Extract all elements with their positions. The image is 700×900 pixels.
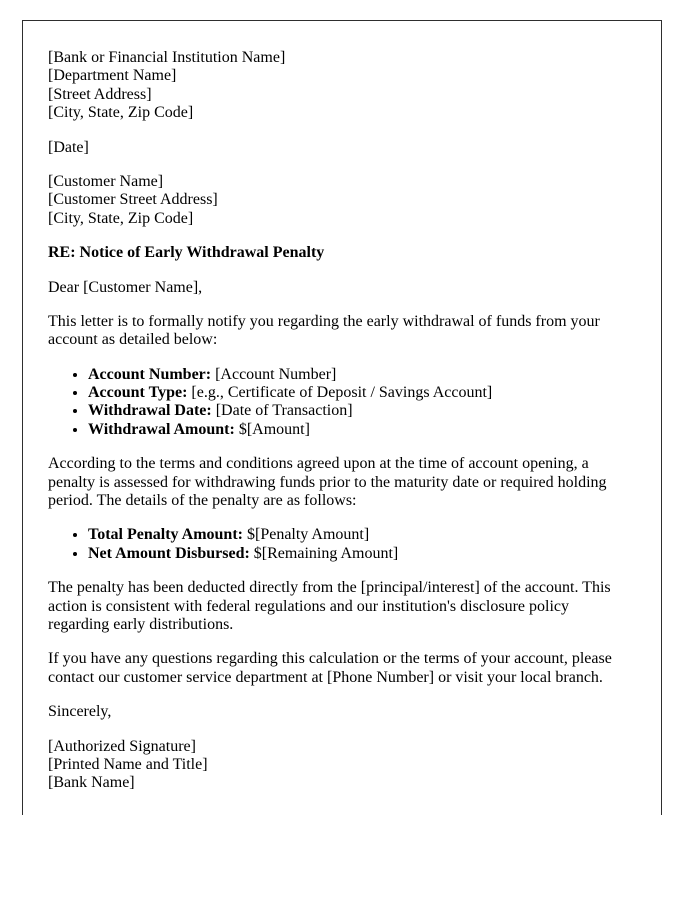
- withdrawal-amount-label: Withdrawal Amount:: [88, 420, 235, 438]
- account-details-list: [48, 366, 634, 440]
- bank-name: [Bank Name]: [48, 774, 135, 792]
- letter-frame: [22, 20, 662, 815]
- withdrawal-amount-value: $[Amount]: [238, 420, 310, 438]
- total-penalty-item: [88, 526, 634, 544]
- account-number-value: [Account Number]: [215, 365, 337, 383]
- sender-street: [Street Address]: [48, 85, 152, 103]
- sender-department: [Department Name]: [48, 67, 177, 85]
- authorized-signature: [Authorized Signature]: [48, 737, 196, 755]
- contact-paragraph: If you have any questions regarding this calculation or the terms of your account, please contact our customer service department at [Phone Number] or visit your local branch.: [48, 650, 612, 686]
- subject-line: RE: Notice of Early Withdrawal Penalty: [48, 244, 325, 262]
- withdrawal-amount-item: [88, 421, 634, 439]
- account-type-label: Account Type:: [88, 384, 188, 402]
- withdrawal-date-label: Withdrawal Date:: [88, 402, 212, 420]
- account-number-item: [88, 366, 634, 384]
- sender-address-block: [48, 49, 634, 123]
- signature-block: [48, 738, 634, 793]
- intro-paragraph: This letter is to formally notify you regarding the early withdrawal of funds from your account as detailed below:: [48, 312, 600, 349]
- recipient-city-state-zip: [City, State, Zip Code]: [48, 209, 194, 227]
- withdrawal-date-value: [Date of Transaction]: [215, 402, 353, 420]
- terms-paragraph: According to the terms and conditions agreed upon at the time of account opening, a penalty is assessed for withdrawing funds prior to the maturity date or required holding period. The details of the penalty are as follows:: [48, 455, 607, 510]
- recipient-name: [Customer Name]: [48, 172, 164, 190]
- net-amount-label: Net Amount Disbursed:: [88, 544, 250, 562]
- deduction-paragraph: The penalty has been deducted directly from the [principal/interest] of the account. This action is consistent with federal regulations and our institution's disclosure policy regarding early distributions.: [48, 579, 611, 633]
- total-penalty-value: $[Penalty Amount]: [246, 526, 370, 544]
- recipient-street: [Customer Street Address]: [48, 191, 218, 209]
- account-type-item: [88, 384, 634, 402]
- withdrawal-date-item: [88, 402, 634, 420]
- penalty-details-list: [48, 526, 634, 563]
- account-type-value: [e.g., Certificate of Deposit / Savings Account]: [191, 384, 493, 402]
- account-number-label: Account Number:: [88, 365, 212, 383]
- date-line: [Date]: [48, 138, 89, 156]
- sender-name: [Bank or Financial Institution Name]: [48, 49, 286, 66]
- sender-city-state-zip: [City, State, Zip Code]: [48, 104, 194, 122]
- net-amount-value: $[Remaining Amount]: [253, 544, 399, 562]
- salutation: Dear [Customer Name],: [48, 278, 203, 296]
- net-amount-item: [88, 545, 634, 563]
- printed-name-title: [Printed Name and Title]: [48, 755, 208, 773]
- closing: Sincerely,: [48, 703, 112, 721]
- recipient-address-block: [48, 173, 634, 228]
- total-penalty-label: Total Penalty Amount:: [88, 526, 243, 544]
